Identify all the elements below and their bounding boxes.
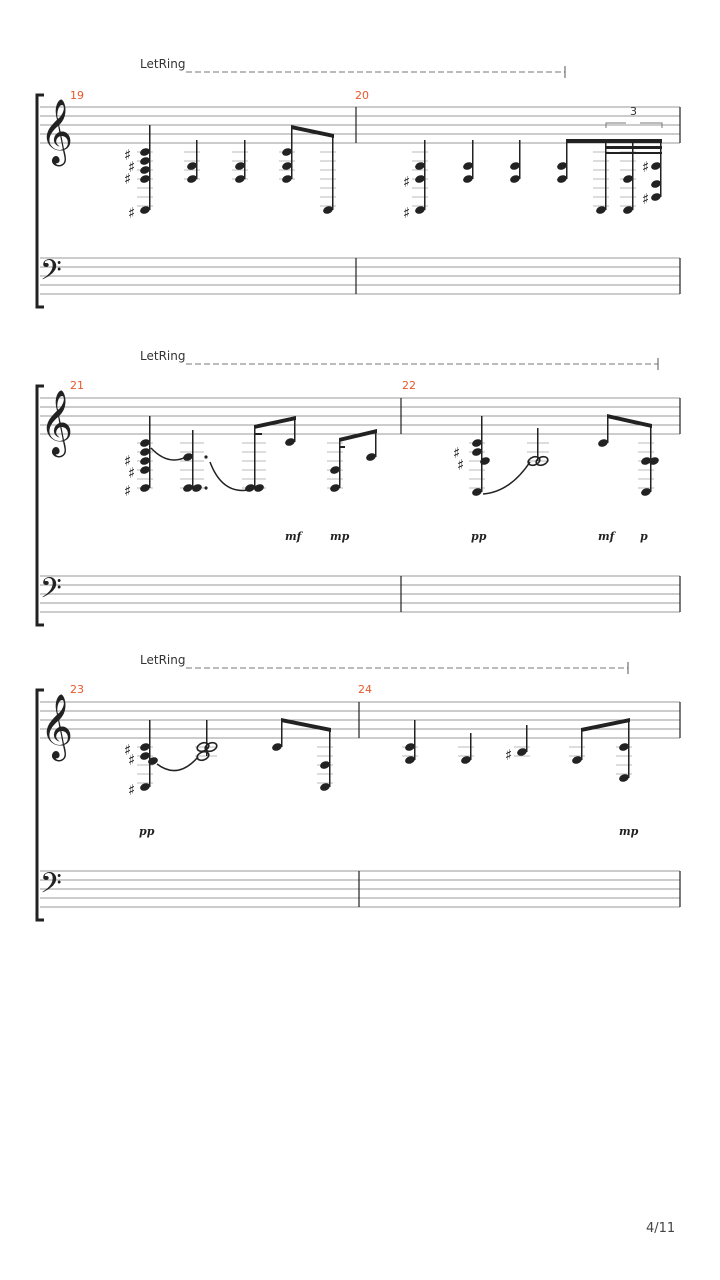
bass-clef-icon: 𝄢 (40, 867, 62, 907)
svg-text:♯: ♯ (128, 464, 136, 482)
svg-text:♯: ♯ (124, 482, 132, 500)
let-ring-label: LetRing (140, 57, 186, 71)
chord (453, 416, 491, 497)
svg-text:♯: ♯ (403, 173, 411, 191)
chord (124, 416, 151, 500)
svg-text:♯: ♯ (124, 452, 132, 470)
treble-clef-icon: 𝄞 (40, 390, 74, 455)
dynamic-marking: mf (598, 530, 615, 543)
dynamic-marking: mp (330, 530, 350, 543)
tie (151, 448, 186, 460)
note (505, 725, 528, 764)
bass-clef-icon: 𝄢 (40, 572, 62, 612)
tuplet-number: 3 (630, 105, 637, 118)
chord (182, 430, 208, 493)
treble-staff (40, 702, 680, 738)
treble-staff (40, 398, 680, 434)
ledger-lines (137, 747, 632, 783)
system-3 (37, 653, 680, 920)
system-2 (37, 349, 680, 625)
bass-staff (40, 576, 680, 612)
chord (462, 140, 474, 184)
svg-text:♯: ♯ (403, 204, 411, 222)
dynamic-marking: pp (471, 530, 487, 543)
svg-text:♯: ♯ (128, 204, 136, 222)
beamed-group (597, 414, 660, 497)
bass-clef-icon: 𝄢 (40, 254, 62, 294)
tie (210, 462, 248, 490)
treble-staff (40, 107, 680, 143)
chord (124, 125, 151, 222)
svg-text:♯: ♯ (505, 746, 513, 764)
svg-text:♯: ♯ (642, 158, 650, 176)
treble-clef-icon: 𝄞 (40, 99, 74, 164)
svg-text:♯: ♯ (128, 781, 136, 799)
beamed-group (244, 416, 296, 493)
bass-staff (40, 258, 680, 294)
chord (186, 140, 198, 184)
dynamic-marking: pp (139, 825, 155, 838)
svg-text:♯: ♯ (124, 170, 132, 188)
measure-number: 20 (355, 89, 369, 102)
chord (234, 140, 246, 184)
ledger-lines (137, 443, 654, 488)
dynamic-marking: mf (285, 530, 302, 543)
measure-number: 24 (358, 683, 372, 696)
page-number: 4/11 (646, 1221, 676, 1236)
chord (509, 140, 521, 184)
dynamic-marking: mp (619, 825, 639, 838)
measure-number: 19 (70, 89, 84, 102)
measure-number: 23 (70, 683, 84, 696)
svg-text:♯: ♯ (457, 456, 465, 474)
svg-text:♯: ♯ (642, 190, 650, 208)
bass-staff (40, 871, 680, 907)
let-ring-label: LetRing (140, 653, 186, 667)
svg-text:♯: ♯ (128, 751, 136, 769)
system-1 (37, 57, 680, 307)
beamed-group (556, 139, 662, 215)
let-ring-label: LetRing (140, 349, 186, 363)
measure-number: 21 (70, 379, 84, 392)
svg-text:♯: ♯ (124, 741, 132, 759)
chord (124, 720, 159, 799)
svg-text:♯: ♯ (453, 444, 461, 462)
dynamic-marking: p (640, 530, 648, 543)
tie (157, 757, 198, 771)
svg-text:♯: ♯ (124, 146, 132, 164)
treble-clef-icon: 𝄞 (40, 694, 74, 759)
beamed-group (571, 718, 630, 783)
measure-number: 22 (402, 379, 416, 392)
tie (483, 462, 530, 494)
chord (404, 720, 416, 765)
svg-text:♯: ♯ (128, 158, 136, 176)
